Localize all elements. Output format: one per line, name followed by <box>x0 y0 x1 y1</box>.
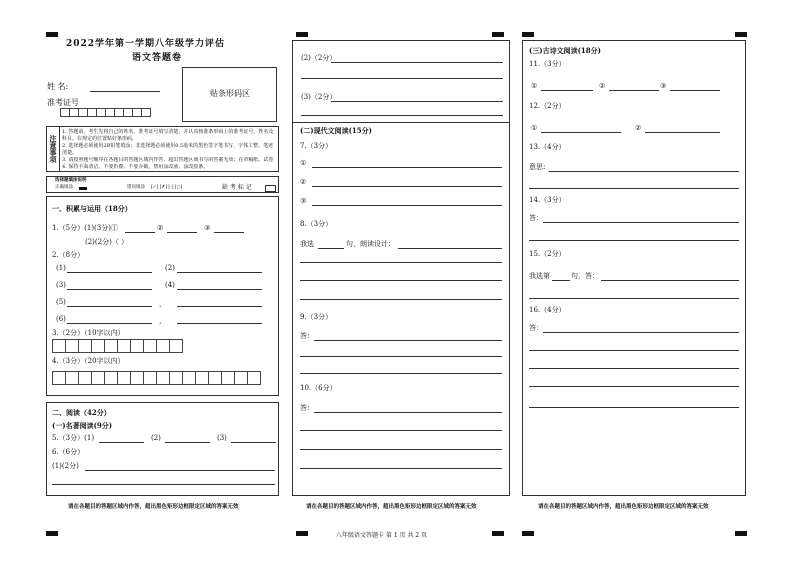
q15-text1: 我选第 <box>529 272 550 280</box>
q15-blank[interactable] <box>601 280 739 281</box>
q12-label: 12.（2分） <box>529 102 566 110</box>
q9-blank[interactable] <box>300 356 502 357</box>
registration-mark <box>46 531 58 536</box>
q9-blank[interactable] <box>300 373 502 374</box>
registration-mark <box>46 32 58 37</box>
q2-item: (6) <box>56 315 66 323</box>
q1-mark2: ② <box>157 224 164 232</box>
q8-blank[interactable] <box>398 248 502 249</box>
notice-item: 3. 请按照题号顺序在各题目的答题区域内作答，超出答题区域书写的答案无效；在草稿纸、试卷 <box>62 157 274 163</box>
exam-title: 2022学年第一学期八年级学力评估 <box>66 39 226 49</box>
q2-item: (5) <box>56 298 66 306</box>
q3-label: 3.（2分）（10字以内） <box>52 329 125 337</box>
q1-mark3: ③ <box>204 224 211 232</box>
q11-mark: ③ <box>660 82 667 90</box>
wrong-fill-label: 错误填涂 <box>127 185 145 190</box>
q2-blank[interactable] <box>177 289 262 290</box>
q2-blank[interactable] <box>67 306 152 307</box>
section2-title: 二、阅读（42分） <box>52 408 111 417</box>
q8-text2: 句，朗读设计： <box>346 240 395 248</box>
q1-blank[interactable] <box>214 232 244 233</box>
notice-item: 4. 保持卡面清洁，不要折叠、不要弄破，禁用涂改液、涂改胶条。 <box>62 164 209 170</box>
footer-warning: 请在各题目的答题区域内作答，超出黑色矩形边框限定区域的答案无效 <box>68 504 239 510</box>
registration-mark <box>296 531 308 536</box>
q8-blank[interactable] <box>318 248 344 249</box>
q7-circle: ③ <box>300 197 307 205</box>
q8-blank[interactable] <box>300 262 502 263</box>
exam-subtitle: 语文答题卷 <box>132 53 183 63</box>
q7-circle: ① <box>300 159 307 167</box>
q10-answer: 答： <box>300 404 314 412</box>
page-info: 八年级语文答题卡 第 1 页 共 2 页 <box>336 532 428 539</box>
correct-fill-mark <box>79 187 87 190</box>
q16-blank[interactable] <box>529 350 739 351</box>
q14-blank[interactable] <box>543 222 739 223</box>
q2-blank[interactable] <box>177 306 262 307</box>
q13-label: 13.（4分） <box>529 143 566 151</box>
q1-label: 1.（5分）(1)(3分)① <box>52 224 118 232</box>
q16-label: 16.（4分） <box>529 306 566 314</box>
q10-label: 10.（6分） <box>300 384 337 392</box>
registration-mark <box>492 32 504 37</box>
section2-box <box>46 402 279 496</box>
q2-comma: ， <box>159 317 166 325</box>
q12-blank[interactable] <box>645 132 720 133</box>
q16-blank[interactable] <box>529 407 739 408</box>
q8-label: 8.（3分） <box>300 220 333 228</box>
notice-item: 1. 答题前，考生先将自己的姓名、准考证号填写清楚，并认真核准条形码上的准考证号、姓名及科目，在规定的位置贴好条形码。 <box>62 129 274 142</box>
q16-answer: 答： <box>529 324 543 332</box>
q13-blank[interactable] <box>549 171 739 172</box>
q8-blank[interactable] <box>300 299 502 300</box>
q9-label: 9.（3分） <box>300 313 333 321</box>
id-label: 准考证号 <box>47 98 79 107</box>
correct-fill-label: 正确填涂 <box>55 185 73 190</box>
notice-item: 2. 选择题必须使用2B铅笔填涂；非选择题必须使用0.5毫米的黑色签字笔书写，字体工整、笔迹清楚。 <box>62 143 274 156</box>
q11-mark: ② <box>599 82 606 90</box>
q14-label: 14.（3分） <box>529 196 566 204</box>
footer-warning: 请在各题目的答题区域内作答，超出黑色矩形边框限定区域的答案无效 <box>306 504 477 510</box>
section1-box <box>46 196 279 396</box>
q15-blank[interactable] <box>552 280 570 281</box>
q4-label: 4.（3分）（20字以内） <box>52 357 125 365</box>
q8-blank[interactable] <box>300 280 502 281</box>
q2-item: (3) <box>56 281 66 289</box>
q2-blank[interactable] <box>177 272 262 273</box>
q1-blank[interactable] <box>167 232 197 233</box>
q6-blank[interactable] <box>301 115 503 116</box>
q12-mark: ① <box>531 124 538 132</box>
q15-label: 15.（2分） <box>529 250 566 258</box>
q11-blank[interactable] <box>670 90 720 91</box>
barcode-label: 贴条形码区 <box>210 89 250 98</box>
q10-blank[interactable] <box>300 430 502 431</box>
subsection2-title: (二)现代文阅读(15分) <box>300 126 372 135</box>
q2-comma: ， <box>159 300 166 308</box>
q6-part1: (1)(2分) <box>52 462 79 470</box>
q13-text: 意思: <box>529 163 546 171</box>
q11-blank[interactable] <box>609 90 659 91</box>
column3-box <box>522 40 746 496</box>
absent-label: 缺 考 标 记 <box>222 184 252 191</box>
registration-mark <box>522 32 534 37</box>
absent-checkbox[interactable] <box>265 185 276 192</box>
q5-label: 5.（3分）(1) <box>52 434 95 442</box>
q10-blank[interactable] <box>300 468 502 469</box>
id-cells[interactable] <box>60 108 150 117</box>
q15-text2: 句，答： <box>571 272 599 280</box>
q6-blank[interactable] <box>85 470 275 471</box>
footer-warning: 请在各题目的答题区域内作答，超出黑色矩形边框限定区域的答案无效 <box>538 504 709 510</box>
q6-blank[interactable] <box>331 101 503 102</box>
fill-example-box <box>46 176 279 193</box>
q5-part2: (2) <box>151 434 161 442</box>
q6-blank[interactable] <box>52 484 275 485</box>
q2-blank[interactable] <box>67 272 152 273</box>
q2-blank[interactable] <box>67 289 152 290</box>
q7-blank[interactable] <box>312 205 502 206</box>
q8-text1: 我选 <box>300 240 314 248</box>
q9-blank[interactable] <box>314 340 502 341</box>
q2-blank[interactable] <box>177 323 262 324</box>
q6-blank[interactable] <box>301 78 503 79</box>
q6-label: 6.（6分） <box>52 448 85 456</box>
q5-blank[interactable] <box>231 442 276 443</box>
q7-label: 7.（3分） <box>300 142 333 150</box>
q2-item: (1) <box>56 264 66 272</box>
q14-answer: 答： <box>529 214 543 222</box>
q13-blank[interactable] <box>529 188 739 189</box>
q1-blank[interactable] <box>125 232 155 233</box>
notice-label: 注意事项 <box>47 127 60 171</box>
fill-example-label: 选择题填涂说明 <box>55 178 87 183</box>
q5-blank[interactable] <box>165 442 210 443</box>
q14-blank[interactable] <box>529 240 739 241</box>
q2-item: (2) <box>165 264 175 272</box>
q11-mark: ① <box>531 82 538 90</box>
q16-blank[interactable] <box>529 368 739 369</box>
q2-blank[interactable] <box>67 323 152 324</box>
q2-item: (4) <box>165 281 175 289</box>
barcode-area <box>182 67 277 122</box>
q2-label: 2.（8分） <box>52 251 85 259</box>
q16-blank[interactable] <box>543 332 739 333</box>
q10-blank[interactable] <box>300 449 502 450</box>
wrong-fill-marks: [✓] [✗] [-] [○] <box>151 185 183 190</box>
subsection1-title: (一)名著阅读(9分) <box>52 421 113 430</box>
registration-mark <box>492 531 504 536</box>
q16-blank[interactable] <box>529 386 739 387</box>
q5-part3: (3) <box>217 434 227 442</box>
subsection3-title: (三)古诗文阅读(18分) <box>529 46 601 55</box>
section1-title: 一、积累与运用（18分） <box>52 204 132 213</box>
q11-label: 11.（3分） <box>529 60 566 68</box>
q12-mark: ② <box>635 124 642 132</box>
q7-blank[interactable] <box>312 186 502 187</box>
q6-part2: (2)（2分） <box>301 54 337 62</box>
q6-blank[interactable] <box>331 62 503 63</box>
q9-answer: 答： <box>300 332 314 340</box>
q3-cells[interactable] <box>52 339 182 353</box>
divider <box>292 122 510 123</box>
q11-blank[interactable] <box>541 90 593 91</box>
q4-cells[interactable] <box>52 371 260 385</box>
name-field[interactable] <box>90 91 160 92</box>
column2-box <box>292 40 510 496</box>
q10-blank[interactable] <box>314 412 502 413</box>
notice-box <box>46 126 279 172</box>
registration-mark <box>522 531 534 536</box>
registration-mark <box>296 32 308 37</box>
q7-blank[interactable] <box>312 167 502 168</box>
name-label: 姓 名: <box>47 82 69 91</box>
q6-part3: (3)（2分） <box>301 93 337 101</box>
q5-blank[interactable] <box>99 442 144 443</box>
registration-mark <box>735 531 747 536</box>
q1-part2: (2)(2分)（ ） <box>85 238 129 246</box>
q12-blank[interactable] <box>541 132 621 133</box>
registration-mark <box>735 32 747 37</box>
q7-circle: ② <box>300 178 307 186</box>
q15-blank[interactable] <box>529 298 739 299</box>
